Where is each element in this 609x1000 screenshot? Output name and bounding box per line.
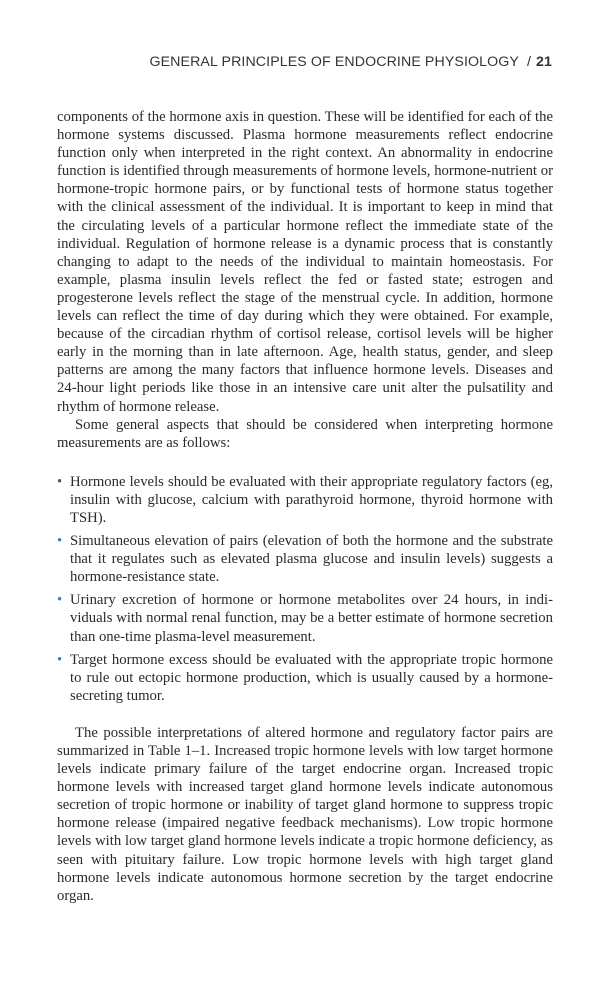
bullet-marker: •: [57, 651, 63, 668]
bullet-marker: •: [57, 592, 63, 609]
running-head-title: GENERAL PRINCIPLES OF ENDOCRINE PHYSIOLOGY: [149, 54, 519, 70]
paragraph-continued: components of the hormone axis in question. These will be identified for each of the hormone systems discussed. Plasma hormone measurements reflect endocrine function only when interpreted in the right context. An abnormality in endocrine function is identified through measurements of hormone levels, hormone-nutrient or hormone-tropic hormone pairs, or by functional tests of hormone status together with the clinical assessment of the individual. It is important to keep in mind that the circulating levels of a particular hormone reflect the immediate state of the individual. Regulation of hormone release is a dynamic process that is constantly changing to adapt to the needs of the individual to maintain homeostasis. For example, plasma insulin levels reflect the fed or fasted state; estrogen and progesterone levels reflect the stage of the menstrual cycle. In addition, hormone levels can reflect the time of day during which they were obtained. For example, because of the circadian rhythm of cortisol release, cortisol levels will be higher early in the morning than in late afternoon. Age, health status, gender, and sleep patterns are among the many factors that influence hormone levels. Diseases and 24-hour light periods like those in an intensive care unit alter the pulsatility and rhythm of hormone release.: [57, 109, 553, 415]
list-item-text: Hormone levels should be evaluated with their appropriate regulatory factors (eg, insulin with glucose, calcium with parathyroid hormone, thyroid hormone with TSH).: [70, 473, 553, 526]
paragraph-intro-list: Some general aspects that should be considered when interpreting hormone measurements are as follows:: [57, 416, 553, 451]
list-item-text: Urinary excretion of hormone or hormone metabolites over 24 hours, in individuals with normal renal function, may be a better estimate of hormone secretion than one-time plasma-level measurement.: [70, 592, 553, 645]
paragraph-interpretations: The possible interpretations of altered hormone and regulatory factor pairs are summarized in Table 1–1. Increased tropic hormone levels with low target hormone levels indicate primary failure of the target endocrine organ. Increased tropic hormone levels with increased target gland hormone levels indicate autonomous secretion of tropic hormone or inability of target gland hormone to suppress tropic hormone release (impaired negative feedback mechanisms). Low tropic hormone levels with low target gland hormone levels indicate a tropic hormone deficiency, as seen with pituitary failure. Low tropic hormone levels with high target gland hormone levels indicate autonomous hormone secretion by the target endocrine organ.: [57, 724, 553, 904]
list-item: [57, 591, 553, 645]
running-head: [149, 54, 552, 70]
body-text: [57, 108, 553, 905]
page-number: 21: [536, 54, 552, 70]
list-item: [57, 473, 553, 527]
bullet-list: [57, 473, 553, 705]
list-item: [57, 532, 553, 586]
bullet-marker: •: [57, 473, 63, 490]
list-item-text: Target hormone excess should be evaluated with the appropriate tropic hormone to rule out ectopic hormone production, which is usually caused by a hormone-secreting tumor.: [70, 651, 553, 704]
bullet-marker: •: [57, 533, 63, 550]
list-item: [57, 651, 553, 705]
list-item-text: Simultaneous elevation of pairs (elevation of both the hormone and the substrate that it regulates such as elevated plasma glucose and insulin levels) suggests a hormone-resistance state.: [70, 533, 553, 586]
running-head-separator: /: [526, 54, 532, 70]
